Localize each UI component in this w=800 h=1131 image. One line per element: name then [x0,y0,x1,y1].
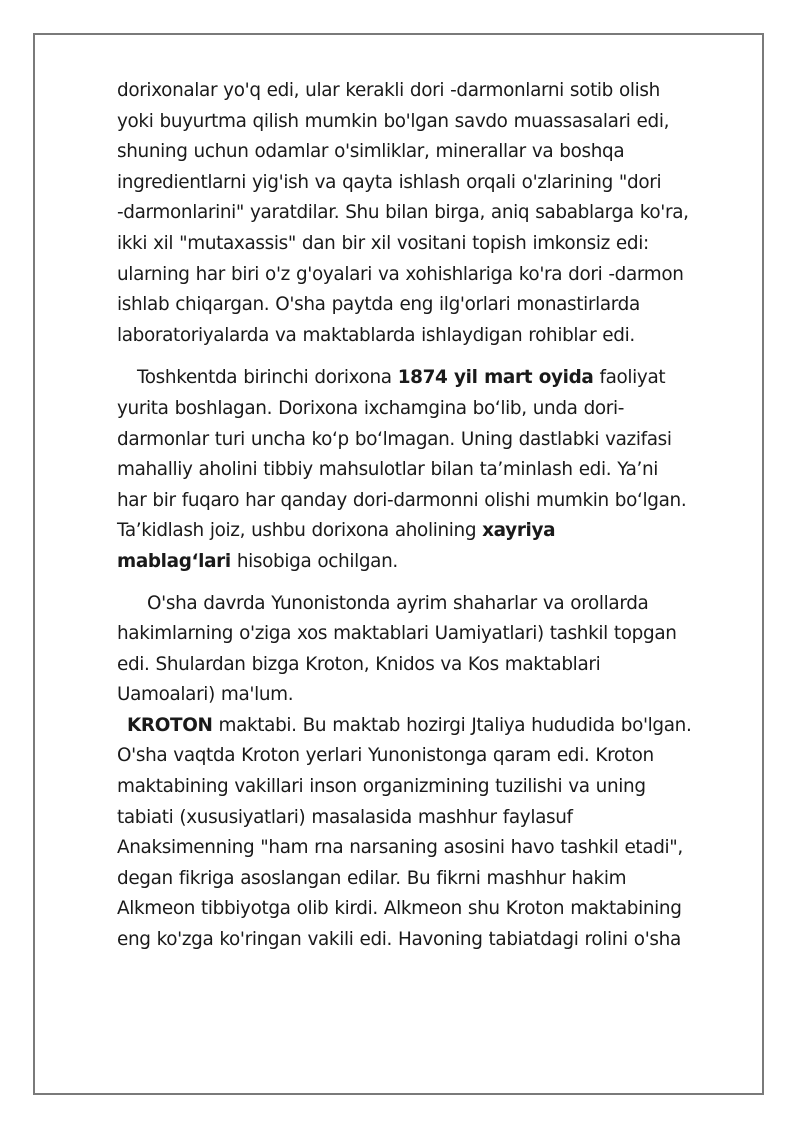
text-line: edi. Shulardan bizga Kroton, Knidos va Kos maktablari [117,653,601,675]
text-line: maktabining vakillari inson organizmining tuzilishi va uning [117,776,646,798]
paragraph-2 [117,363,757,577]
text-line: Uamoalari) ma'lum. [117,684,294,706]
text-line: -darmonlarini" yaratdilar. Shu bilan birga, aniq sabablarga ko'ra, [117,202,689,224]
text-line: darmonlar turi uncha ko‘p bo‘lmagan. Uning dastlabki vazifasi [117,428,672,450]
text-line [117,711,757,742]
document-text [117,76,757,956]
text-line: yoki buyurtma qilish mumkin bo'lgan savdo muassasalari edi, [117,110,670,132]
text-line [117,363,757,394]
paragraph-3 [117,589,757,711]
text-run: faoliyat [593,367,666,389]
text-line: Anaksimenning "ham rna narsaning asosini havo tashkil etadi", [117,837,683,859]
text-line: ingredientlarni yig'ish va qayta ishlash orqali o'zlarining "dori [117,171,662,193]
text-line: dorixonalar yo'q edi, ular kerakli dori -darmonlarni sotib olish [117,80,660,101]
text-line [117,516,757,547]
text-line: O'sha vaqtda Kroton yerlari Yunonistonga qaram edi. Kroton [117,745,654,767]
text-run: maktabi. Bu maktab hozirgi Jtaliya hududida bo'lgan. [212,714,692,736]
text-line: har bir fuqaro har qanday dori-darmonni olishi mumkin bo‘lgan. [117,489,687,511]
text-run: Toshkentda birinchi dorixona [137,367,398,389]
text-line: laboratoriyalarda va maktablarda ishlaydigan rohiblar edi. [117,324,635,346]
text-line: ularning har biri o'z g'oyalari va xohishlariga ko'ra dori -darmon [117,263,684,285]
bold-term: mablag‘lari [117,550,231,572]
text-line: O'sha davrda Yunonistonda ayrim shaharlar va orollarda [147,592,649,614]
text-run: Ta’kidlash joiz, ushbu dorixona aholining [117,520,483,542]
text-line: tabiati (xususiyatlari) masalasida mashhur faylasuf [117,806,573,828]
text-line: ikki xil "mutaxassis" dan bir xil vositani topish imkonsiz edi: [117,232,649,254]
bold-heading: KROTON [127,714,213,736]
text-line [117,547,757,578]
text-line: ishlab chiqargan. O'sha paytda eng ilg'orlari monastirlarda [117,294,640,316]
text-run: hisobiga ochilgan. [230,550,398,572]
text-line: degan fikriga asoslangan edilar. Bu fikrni mashhur hakim [117,867,627,889]
paragraph-1 [117,76,757,351]
text-line: eng ko'zga ko'ringan vakili edi. Havoning tabiatdagi rolini o'sha [117,929,681,951]
bold-term: xayriya [482,520,556,542]
bold-date: 1874 yil mart oyida [397,367,594,389]
text-line: hakimlarning o'ziga xos maktablari Uamiyatlari) tashkil topgan [117,623,677,645]
text-line: Alkmeon tibbiyotga olib kirdi. Alkmeon shu Kroton maktabining [117,898,682,920]
text-line: yurita boshlagan. Dorixona ixchamgina bo‘lib, unda dori- [117,397,625,419]
text-line: shuning uchun odamlar o'simliklar, minerallar va boshqa [117,141,625,163]
paragraph-4 [117,711,757,956]
text-line: mahalliy aholini tibbiy mahsulotlar bilan ta’minlash edi. Ya’ni [117,459,659,481]
